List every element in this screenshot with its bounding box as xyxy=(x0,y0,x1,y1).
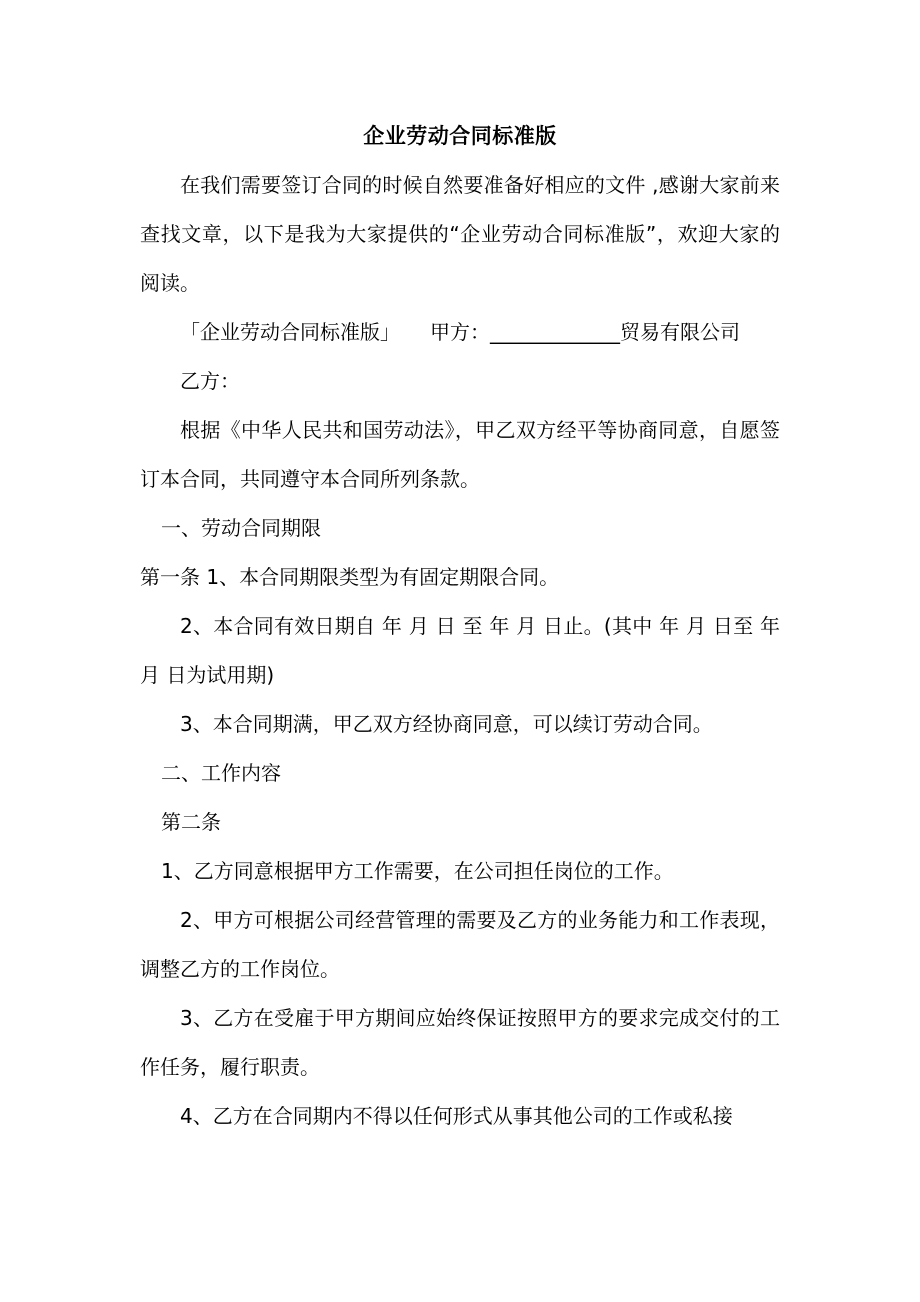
paragraph-party-a: 「企业劳动合同标准版」 甲方：_____________贸易有限公司 xyxy=(180,320,740,344)
paragraph-article-2-item-3: 3、乙方在受雇于甲方期间应始终保证按照甲方的要求完成交付的工作任务，履行职责。 xyxy=(140,1006,780,1079)
paragraph-article-1-item-2: 2、本合同有效日期自 年 月 日 至 年 月 日止。(其中 年 月 日至 年 月 日为试用期) xyxy=(140,614,780,687)
paragraph-list xyxy=(140,161,780,1141)
paragraph-section-1-heading: 一、劳动合同期限 xyxy=(161,516,321,540)
paragraph-party-b: 乙方： xyxy=(180,369,240,393)
paragraph-intro: 在我们需要签订合同的时候自然要准备好相应的文件 ,感谢大家前来查找文章，以下是我为大家提供的“企业劳动合同标准版”，欢迎大家的阅读。 xyxy=(140,173,780,295)
paragraph-article-1-item-3: 3、本合同期满，甲乙双方经协商同意，可以续订劳动合同。 xyxy=(180,712,713,736)
paragraph-article-2-item-2: 2、甲方可根据公司经营管理的需要及乙方的业务能力和工作表现，调整乙方的工作岗位。 xyxy=(140,908,780,981)
paragraph-article-2-label: 第二条 xyxy=(161,810,221,834)
paragraph-preamble: 根据《中华人民共和国劳动法》，甲乙双方经平等协商同意，自愿签订本合同，共同遵守本合同所列条款。 xyxy=(140,418,780,491)
document-text-column xyxy=(140,0,780,1141)
paragraph-article-2-item-1: 1、乙方同意根据甲方工作需要，在公司担任岗位的工作。 xyxy=(161,859,674,883)
paragraph-section-2-heading: 二、工作内容 xyxy=(161,761,281,785)
paragraph-article-2-item-4: 4、乙方在合同期内不得以任何形式从事其他公司的工作或私接 xyxy=(180,1104,733,1128)
page-title: 企业劳动合同标准版 xyxy=(363,124,557,148)
paragraph-article-1-item-1: 第一条 1、本合同期限类型为有固定期限合同。 xyxy=(140,565,560,589)
